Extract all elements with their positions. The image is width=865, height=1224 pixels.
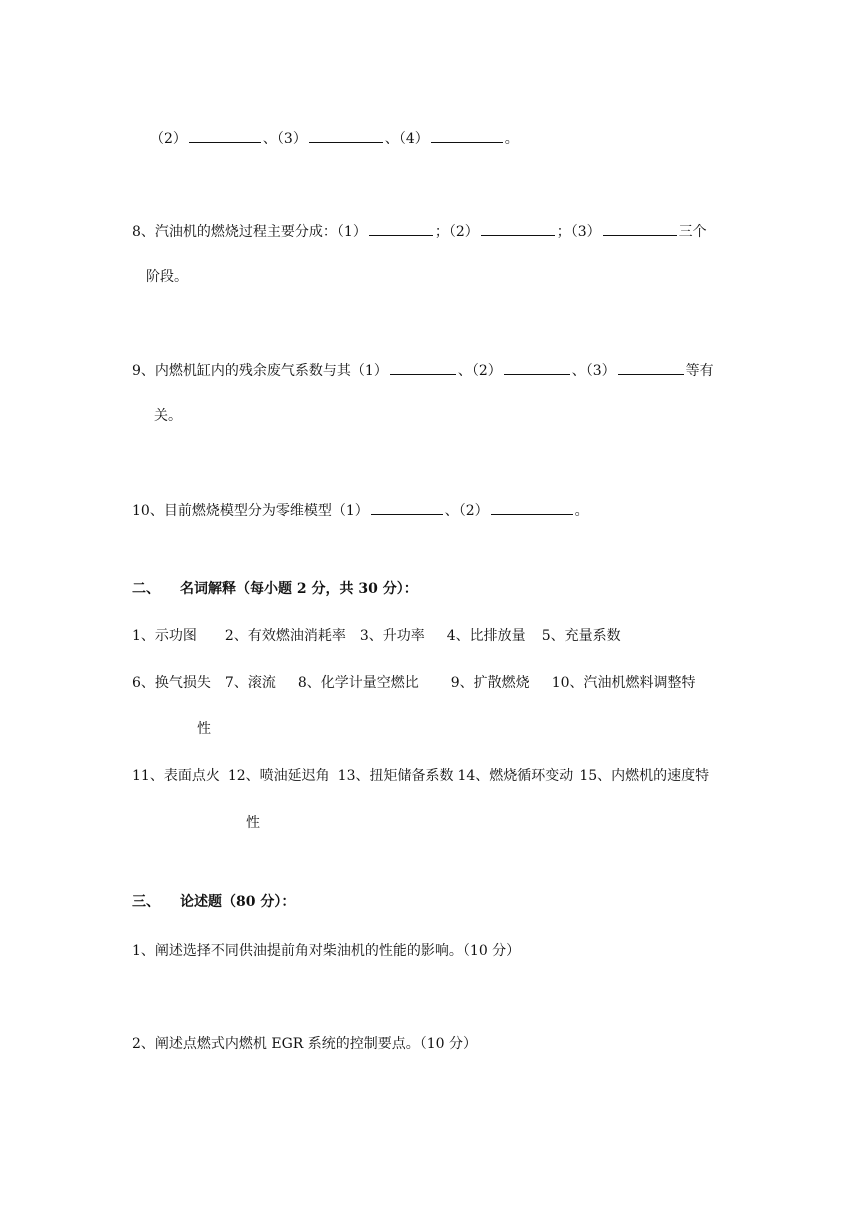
- answer-blank[interactable]: [481, 222, 555, 236]
- term-6: 6、换气损失: [132, 675, 211, 691]
- term-4: 4、比排放量: [446, 628, 526, 644]
- q10-end: 。: [574, 503, 589, 519]
- q9-part-2-label: 、（2）: [457, 363, 502, 379]
- term-14: 14、燃烧循环变动: [457, 768, 574, 784]
- terms-row-3-continuation: 性: [246, 815, 260, 831]
- essay-question-1: 1、阐述选择不同供油提前角对柴油机的性能的影响。（10 分）: [132, 943, 521, 959]
- answer-blank[interactable]: [431, 129, 503, 143]
- q9-suffix: 等有: [685, 363, 714, 379]
- answer-blank[interactable]: [618, 361, 684, 375]
- term-3: 3、升功率: [359, 628, 425, 644]
- q8-suffix: 三个: [678, 224, 707, 240]
- question-7-continuation: [150, 129, 519, 148]
- section-2-title: 名词解释（每小题 2 分，共 30 分）：: [180, 581, 418, 597]
- q8-prefix: 8、汽油机的燃烧过程主要分成：（1）: [132, 224, 367, 240]
- terms-row-2: [132, 674, 696, 692]
- section-3-title: 论述题（80 分）：: [180, 894, 296, 910]
- q10-part-2-label: 、（2）: [444, 503, 489, 519]
- answer-blank[interactable]: [603, 222, 677, 236]
- section-3-heading: [132, 893, 295, 911]
- section-3-number: 三、: [132, 894, 160, 910]
- answer-blank[interactable]: [369, 222, 433, 236]
- question-10: [132, 501, 589, 520]
- term-7: 7、滚流: [224, 675, 276, 691]
- term-1: 1、示功图: [132, 628, 197, 644]
- q7-part-4-label: 、（4）: [384, 131, 429, 147]
- question-8-continuation: 阶段。: [146, 269, 188, 285]
- terms-row-1: [132, 627, 621, 645]
- q7-end: 。: [504, 131, 519, 147]
- q9-part-3-label: 、（3）: [571, 363, 616, 379]
- term-2: 2、有效燃油消耗率: [224, 628, 346, 644]
- q7-part-3-label: 、（3）: [262, 131, 307, 147]
- question-9: [132, 361, 714, 380]
- question-8: [132, 222, 707, 241]
- q9-prefix: 9、内燃机缸内的残余废气系数与其（1）: [132, 363, 388, 379]
- terms-row-2-continuation: 性: [197, 721, 211, 737]
- answer-blank[interactable]: [309, 129, 383, 143]
- term-10: 10、汽油机燃料调整特: [551, 675, 696, 691]
- answer-blank[interactable]: [491, 501, 573, 515]
- answer-blank[interactable]: [390, 361, 456, 375]
- answer-blank[interactable]: [189, 129, 261, 143]
- section-2-heading: [132, 580, 418, 598]
- term-9: 9、扩散燃烧: [450, 675, 530, 691]
- section-2-number: 二、: [132, 581, 160, 597]
- term-13: 13、扭矩储备系数: [337, 768, 454, 784]
- term-12: 12、喷油延迟角: [227, 768, 330, 784]
- q8-part-3-label: ；（3）: [556, 224, 601, 240]
- q7-part-2-label: （2）: [150, 131, 187, 147]
- answer-blank[interactable]: [371, 501, 443, 515]
- q10-prefix: 10、目前燃烧模型分为零维模型（1）: [132, 503, 369, 519]
- term-15: 15、内燃机的速度特: [579, 768, 710, 784]
- q8-part-2-label: ；（2）: [434, 224, 479, 240]
- term-11: 11、表面点火: [132, 768, 220, 784]
- term-5: 5、充量系数: [541, 628, 621, 644]
- term-8: 8、化学计量空燃比: [297, 675, 419, 691]
- terms-row-3: [132, 767, 709, 785]
- answer-blank[interactable]: [504, 361, 570, 375]
- essay-question-2: 2、阐述点燃式内燃机 EGR 系统的控制要点。（10 分）: [132, 1036, 478, 1052]
- question-9-continuation: 关。: [154, 408, 182, 424]
